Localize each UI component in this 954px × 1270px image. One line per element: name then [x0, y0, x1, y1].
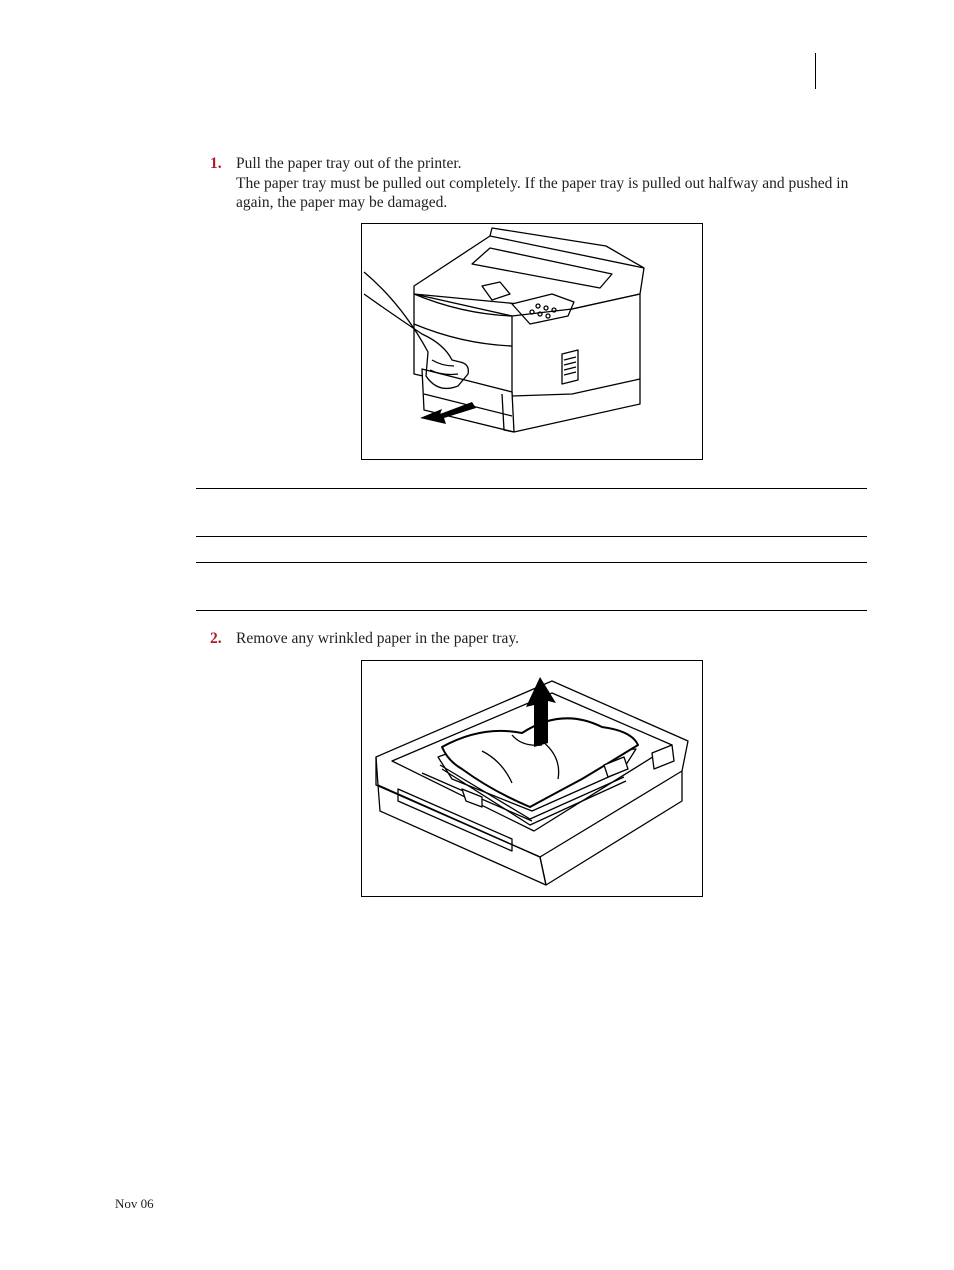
step-2-text: [236, 629, 856, 649]
step-1-instruction: Pull the paper tray out of the printer.: [236, 155, 462, 172]
header-rule: [815, 53, 816, 89]
step-2-number: 2.: [210, 630, 222, 647]
step-1-text: [236, 154, 856, 213]
note-rule-top-2: [196, 562, 867, 563]
figure-pull-tray: [361, 223, 703, 460]
step-1-number: 1.: [210, 155, 222, 172]
printer-tray-pull-illustration: [362, 224, 702, 459]
tray-wrinkled-paper-illustration: [362, 661, 702, 896]
note-rule-bottom-1: [196, 536, 867, 537]
note-rule-top-1: [196, 488, 867, 489]
step-1-detail: The paper tray must be pulled out completely. If the paper tray is pulled out halfway and pushed in again, the paper may be damaged.: [236, 174, 849, 211]
step-2-instruction: Remove any wrinkled paper in the paper tray.: [236, 630, 520, 647]
footer-date: Nov 06: [115, 1196, 154, 1211]
figure-remove-paper: [361, 660, 703, 897]
note-rule-bottom-2: [196, 610, 867, 611]
